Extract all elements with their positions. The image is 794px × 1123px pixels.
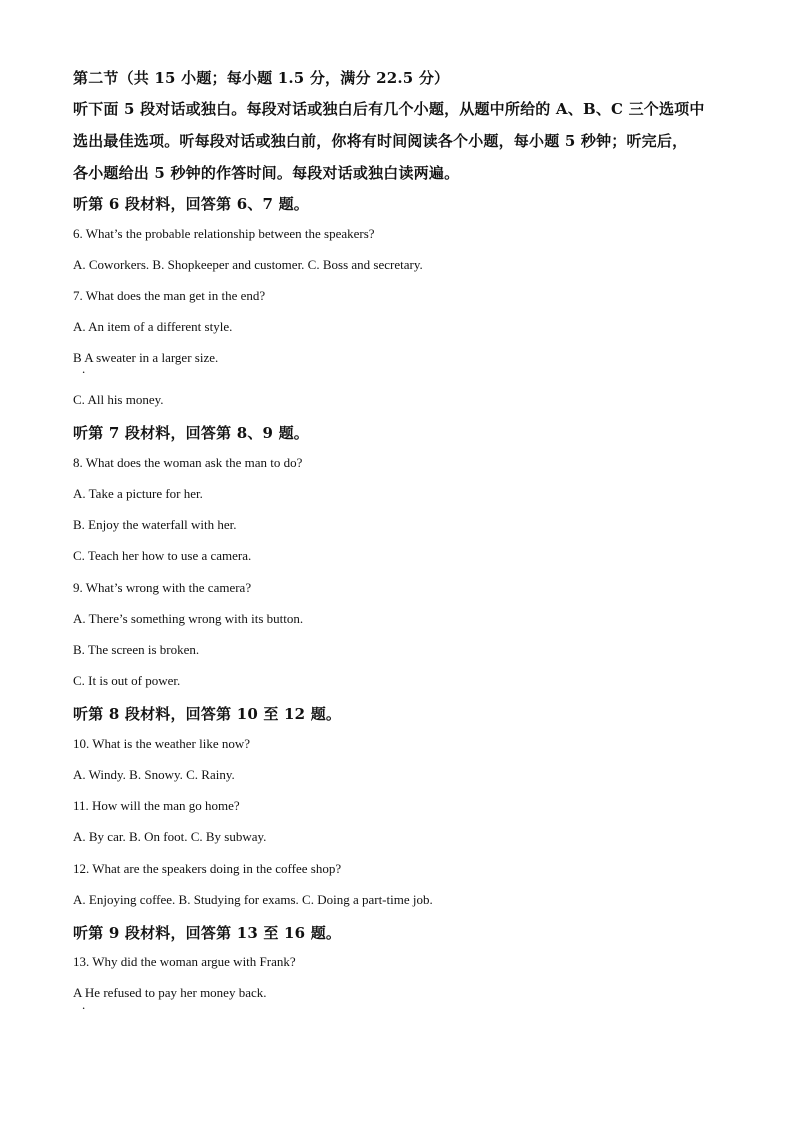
question-7-option-a: A. An item of a different style.: [73, 319, 233, 334]
question-8-option-c: C. Teach her how to use a camera.: [73, 548, 252, 563]
question-10: 10. What is the weather like now?: [73, 736, 251, 751]
question-6-options: A. Coworkers. B. Shopkeeper and customer. C. Boss and secretary.: [73, 257, 423, 272]
question-7: 7. What does the man get in the end?: [73, 288, 266, 303]
question-11: 11. How will the man go home?: [73, 798, 240, 813]
question-8: 8. What does the woman ask the man to do?: [73, 455, 303, 470]
question-10-options: A. Windy. B. Snowy. C. Rainy.: [73, 767, 235, 782]
question-7-option-c: C. All his money.: [73, 392, 164, 407]
question-13-option-a: A He refused to pay her money back.: [73, 985, 267, 1000]
question-12-options: A. Enjoying coffee. B. Studying for exams. C. Doing a part-time job.: [73, 892, 433, 907]
question-7-option-b: B A sweater in a larger size.: [73, 350, 219, 365]
question-9-option-b: B. The screen is broken.: [73, 642, 200, 657]
instruction-line-3: 各小题给出 5 秒钟的作答时间。每段对话或独白读两遍。: [73, 164, 460, 182]
stray-dot-2: .: [82, 997, 86, 1012]
stray-dot-1: .: [82, 361, 86, 376]
instruction-line-1: 听下面 5 段对话或独白。每段对话或独白后有几个小题，从题中所给的 A、B、C 三个选项中: [73, 100, 705, 118]
question-9-option-c: C. It is out of power.: [73, 673, 181, 688]
question-9-option-a: A. There’s something wrong with its button.: [73, 611, 304, 626]
section-title: 第二节（共 15 小题；每小题 1.5 分，满分 22.5 分）: [73, 69, 450, 87]
group-heading-9: 听第 9 段材料，回答第 13 至 16 题。: [73, 924, 342, 942]
question-9: 9. What’s wrong with the camera?: [73, 580, 252, 595]
group-heading-6: 听第 6 段材料，回答第 6、7 题。: [73, 195, 310, 213]
question-12: 12. What are the speakers doing in the coffee shop?: [73, 861, 342, 876]
question-8-option-b: B. Enjoy the waterfall with her.: [73, 517, 237, 532]
group-heading-8: 听第 8 段材料，回答第 10 至 12 题。: [73, 705, 342, 723]
question-13: 13. Why did the woman argue with Frank?: [73, 954, 296, 969]
group-heading-7: 听第 7 段材料，回答第 8、9 题。: [73, 424, 310, 442]
question-6: 6. What’s the probable relationship between the speakers?: [73, 226, 375, 241]
instruction-line-2: 选出最佳选项。听每段对话或独白前，你将有时间阅读各个小题，每小题 5 秒钟；听完后，: [73, 132, 688, 150]
question-11-options: A. By car. B. On foot. C. By subway.: [73, 829, 267, 844]
question-8-option-a: A. Take a picture for her.: [73, 486, 203, 501]
